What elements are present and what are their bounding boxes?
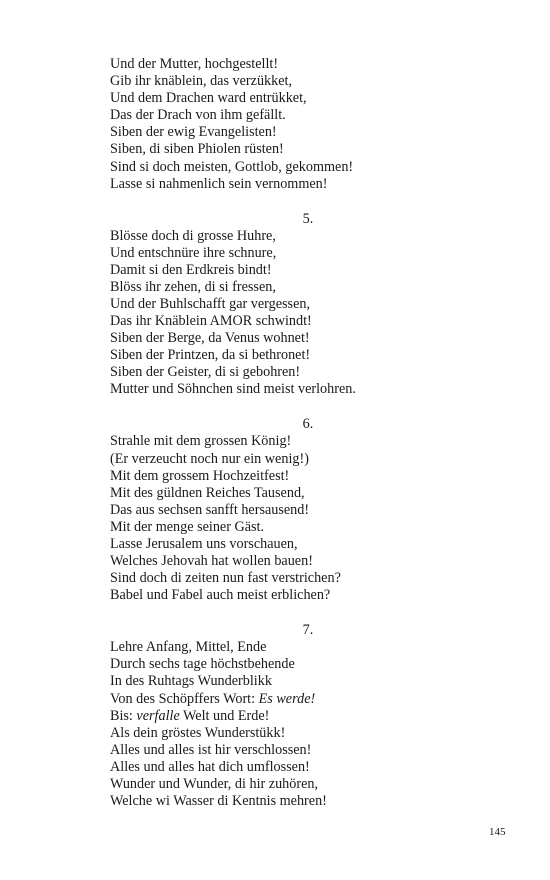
verse-text: Bis: xyxy=(110,707,137,724)
verse-text: Und entschnüre ihre schnure, xyxy=(110,244,277,261)
verse-text: Blöss ihr zehen, di si fressen, xyxy=(110,278,276,295)
verse-line xyxy=(110,725,450,742)
verse-text: Strahle mit dem grossen König! xyxy=(110,433,292,450)
verse-text: Welches Jehovah hat wollen bauen! xyxy=(110,553,313,570)
verse-line xyxy=(110,245,450,262)
verse-text: Sind doch di zeiten nun fast verstrichen? xyxy=(110,570,341,587)
verse-line xyxy=(110,519,450,536)
verse-text: Lasse Jerusalem uns vorschauen, xyxy=(110,536,298,553)
verse-line xyxy=(110,330,450,347)
verse-text: Siben der Berge, da Venus wohnet! xyxy=(110,330,310,347)
stanza-number: 5. xyxy=(302,210,314,227)
verse-text: Mutter und Söhnchen sind meist verlohren. xyxy=(110,381,356,398)
stanza xyxy=(110,622,450,810)
verse-line xyxy=(110,141,450,158)
verse-line xyxy=(110,759,450,776)
verse-line xyxy=(110,536,450,553)
verse-text: Von des Schöpffers Wort: xyxy=(110,690,259,707)
verse-text: Welt und Erde! xyxy=(179,707,270,724)
verse-line xyxy=(110,673,450,690)
verse-line xyxy=(110,56,450,73)
verse-text: Damit si den Erdkreis bindt! xyxy=(110,261,272,278)
verse-text: Alles und alles hat dich umflossen! xyxy=(110,758,310,775)
verse-line xyxy=(110,262,450,279)
verse-line xyxy=(110,124,450,141)
verse-text: Gib ihr knäblein, das verzükket, xyxy=(110,73,293,90)
verse-text: Wunder und Wunder, di hir zuhören, xyxy=(110,776,319,793)
verse-line xyxy=(110,176,450,193)
verse-line xyxy=(110,451,450,468)
verse-text: Mit dem grossem Hochzeitfest! xyxy=(110,467,290,484)
verse-line xyxy=(110,639,450,656)
verse-line xyxy=(110,347,450,364)
verse-text: Mit des güldnen Reiches Tausend, xyxy=(110,484,305,501)
verse-text: Lehre Anfang, Mittel, Ende xyxy=(110,639,267,656)
verse-text: Das der Drach von ihm gefällt. xyxy=(110,107,286,124)
verse-text: Das ihr Knäblein AMOR schwindt! xyxy=(110,313,312,330)
verse-text: Lasse si nahmenlich sein vernommen! xyxy=(110,175,328,192)
verse-line xyxy=(110,742,450,759)
verse-text: Sind si doch meisten, Gottlob, gekommen! xyxy=(110,158,354,175)
poem-body xyxy=(110,56,450,828)
verse-text: Alles und alles ist hir verschlossen! xyxy=(110,741,312,758)
stanza xyxy=(110,211,450,399)
verse-line xyxy=(110,708,450,725)
stanza xyxy=(110,416,450,604)
verse-text: Blösse doch di grosse Huhre, xyxy=(110,227,276,244)
stanza-number: 6. xyxy=(302,416,314,433)
verse-line xyxy=(110,296,450,313)
verse-line xyxy=(110,381,450,398)
verse-text: Durch sechs tage höchstbehende xyxy=(110,656,295,673)
verse-line xyxy=(110,433,450,450)
verse-line xyxy=(110,159,450,176)
verse-line xyxy=(110,570,450,587)
verse-line xyxy=(110,656,450,673)
stanza xyxy=(110,56,450,193)
verse-text: Babel und Fabel auch meist erblichen? xyxy=(110,587,331,604)
verse-text: Und der Mutter, hochgestellt! xyxy=(110,56,279,72)
verse-text: Siben der Geister, di si gebohren! xyxy=(110,364,301,381)
verse-line xyxy=(110,502,450,519)
page-number: 145 xyxy=(489,826,506,838)
verse-line xyxy=(110,228,450,245)
verse-text: Mit der menge seiner Gäst. xyxy=(110,518,265,535)
verse-text: Und der Buhlschafft gar vergessen, xyxy=(110,296,311,313)
verse-line xyxy=(110,793,450,810)
verse-text: Und dem Drachen ward entrükket, xyxy=(110,90,307,107)
stanza-number: 7. xyxy=(302,622,314,639)
verse-line xyxy=(110,279,450,296)
verse-text: Siben der ewig Evangelisten! xyxy=(110,124,277,141)
verse-emphasis: Es werde! xyxy=(258,690,316,707)
verse-text: Das aus sechsen sanfft hersausend! xyxy=(110,501,310,518)
verse-line xyxy=(110,691,450,708)
verse-text: In des Ruhtags Wunderblikk xyxy=(110,673,272,690)
verse-line xyxy=(110,107,450,124)
verse-line xyxy=(110,485,450,502)
verse-line xyxy=(110,90,450,107)
verse-text: Siben der Printzen, da si bethronet! xyxy=(110,347,311,364)
verse-text: Welche wi Wasser di Kentnis mehren! xyxy=(110,793,327,810)
verse-line xyxy=(110,776,450,793)
verse-text: Als dein gröstes Wunderstükk! xyxy=(110,724,286,741)
verse-text: Siben, di siben Phiolen rüsten! xyxy=(110,141,284,158)
verse-emphasis: verfalle xyxy=(136,707,180,724)
verse-line xyxy=(110,468,450,485)
verse-line xyxy=(110,364,450,381)
verse-line xyxy=(110,553,450,570)
verse-line xyxy=(110,73,450,90)
verse-line xyxy=(110,587,450,604)
verse-text: (Er verzeucht noch nur ein wenig!) xyxy=(110,450,309,467)
verse-line xyxy=(110,313,450,330)
